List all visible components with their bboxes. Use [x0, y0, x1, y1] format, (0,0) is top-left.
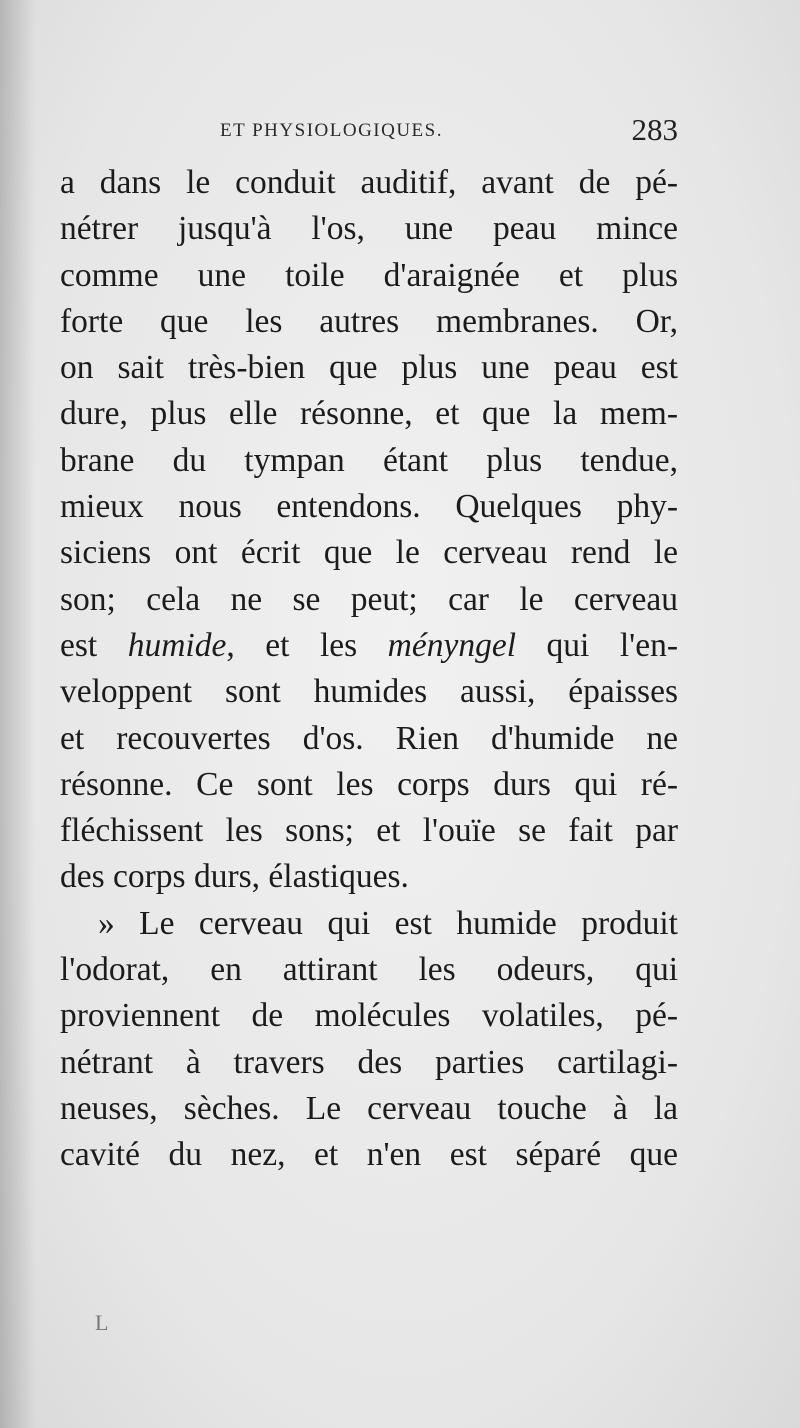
spine-shadow: [0, 0, 36, 1428]
text-line: a dans le conduit auditif, avant de pé-: [60, 164, 678, 201]
paragraph-end-line: des corps durs, élastiques.: [60, 858, 409, 896]
italic-term-humide: humide: [127, 626, 227, 664]
text-line: comme une toile d'araignée et plus: [60, 256, 678, 294]
text-line: brane du tympan étant plus tendue,: [60, 441, 678, 479]
text-line: et recouvertes d'os. Rien d'humide ne: [60, 719, 678, 757]
text-line: mieux nous entendons. Quelques phy-: [60, 488, 678, 526]
paragraph-start-line: » Le cerveau qui est humide produit: [98, 904, 678, 942]
text-line: cavité du nez, et n'en est séparé que: [60, 1136, 678, 1174]
text-line: l'odorat, en attirant les odeurs, qui: [60, 951, 678, 989]
page-header: [60, 112, 678, 152]
text-line: on sait très-bien que plus une peau est: [60, 349, 678, 387]
text-line: neuses, sèches. Le cerveau touche à la: [60, 1089, 678, 1127]
body-text: [60, 160, 678, 1179]
text-line: nétrant à travers des parties cartilagi-: [60, 1043, 678, 1081]
text-line: fléchissent les sons; et l'ouïe se fait par: [60, 812, 678, 850]
text-line-with-italics: [60, 623, 678, 669]
text-line: veloppent sont humides aussi, épaisses: [60, 673, 678, 711]
page-number: 283: [631, 112, 678, 147]
text-line: siciens ont écrit que le cerveau rend le: [60, 534, 678, 572]
text-line: nétrer jusqu'à l'os, une peau mince: [60, 210, 678, 248]
stray-ink-mark: L: [95, 1310, 109, 1335]
text-segment: est: [60, 626, 128, 664]
text-line: dure, plus elle résonne, et que la mem-: [60, 395, 678, 433]
text-segment: , et les: [226, 626, 388, 664]
text-segment: qui l'en-: [516, 626, 678, 664]
text-line: proviennent de molécules volatiles, pé-: [60, 997, 678, 1035]
text-line: forte que les autres membranes. Or,: [60, 302, 678, 340]
text-line: son; cela ne se peut; car le cerveau: [60, 580, 678, 618]
running-head: ET PHYSIOLOGIQUES.: [220, 120, 443, 141]
italic-term-meninges: ményngel: [387, 626, 517, 664]
text-line: résonne. Ce sont les corps durs qui ré-: [60, 765, 678, 803]
